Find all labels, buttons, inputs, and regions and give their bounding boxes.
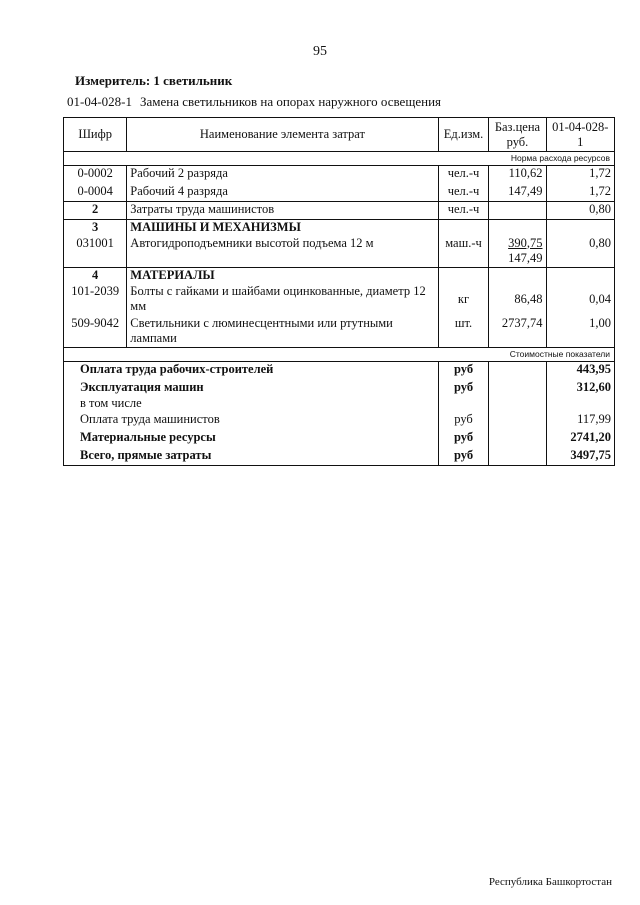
- heading-title: Замена светильников на опорах наружного освещения: [140, 94, 442, 109]
- total-row: [64, 396, 615, 412]
- heading-code: 01-04-028-1: [67, 94, 132, 109]
- row-norm: 1,00: [546, 316, 615, 348]
- total-name: в том числе: [64, 396, 439, 412]
- row-price: 110,62: [489, 166, 546, 184]
- table-header-row: [64, 118, 615, 152]
- total-name: Оплата труда рабочих-строителей: [64, 362, 439, 380]
- row-code: 0-0004: [64, 184, 127, 202]
- total-name: Всего, прямые затраты: [64, 448, 439, 466]
- table-row: [64, 166, 615, 184]
- page-number: 95: [313, 44, 327, 59]
- table-row: [64, 236, 615, 268]
- total-unit: руб: [438, 362, 489, 380]
- row-name: Рабочий 2 разряда: [127, 166, 438, 184]
- row-price: 147,49: [489, 184, 546, 202]
- header-name: Наименование элемента затрат: [127, 118, 438, 152]
- total-row: [64, 362, 615, 380]
- section-title: МАТЕРИАЛЫ: [127, 268, 438, 284]
- row-name: Болты с гайками и шайбами оцинкованные, диаметр 12 мм: [127, 284, 438, 316]
- row-name: Автогидроподъемники высотой подъема 12 м: [127, 236, 438, 268]
- total-name: Материальные ресурсы: [64, 430, 439, 448]
- row-price: [489, 202, 546, 220]
- header-norm: 01-04-028-1: [546, 118, 615, 152]
- row-unit: чел.-ч: [438, 166, 489, 184]
- row-norm: 0,80: [546, 202, 615, 220]
- total-value: 312,60: [546, 380, 615, 396]
- row-norm: 1,72: [546, 166, 615, 184]
- total-row: [64, 380, 615, 396]
- total-value: 2741,20: [546, 430, 615, 448]
- table-row: [64, 316, 615, 348]
- row-unit: маш.-ч: [438, 236, 489, 268]
- total-unit: руб: [438, 412, 489, 430]
- norm-band-row: [64, 152, 615, 166]
- total-value: 117,99: [546, 412, 615, 430]
- cost-table: [63, 117, 615, 466]
- row-name: Затраты труда машинистов: [127, 202, 438, 220]
- row-price: 390,75: [508, 235, 543, 250]
- section-row: [64, 268, 615, 284]
- row-norm: 1,72: [546, 184, 615, 202]
- measure-line: Измеритель: 1 светильник: [75, 73, 233, 88]
- total-value: 443,95: [546, 362, 615, 380]
- row-code: 2: [64, 202, 127, 220]
- row-code: 0-0002: [64, 166, 127, 184]
- total-name: Эксплуатация машин: [64, 380, 439, 396]
- footer-region: Республика Башкортостан: [488, 876, 612, 888]
- table-row: [64, 184, 615, 202]
- total-value: 3497,75: [546, 448, 615, 466]
- section-title: МАШИНЫ И МЕХАНИЗМЫ: [127, 220, 438, 236]
- row-norm: 0,80: [546, 236, 615, 268]
- header-code: Шифр: [64, 118, 127, 152]
- section-row: [64, 220, 615, 236]
- section-heading: [67, 94, 441, 110]
- row-code: 031001: [64, 236, 127, 268]
- header-price: Баз.цена руб.: [489, 118, 546, 152]
- total-unit: руб: [438, 448, 489, 466]
- section-number: 3: [64, 220, 127, 236]
- total-row: [64, 412, 615, 430]
- row-name: Светильники с люминесцентными или ртутными лампами: [127, 316, 438, 348]
- total-name: Оплата труда машинистов: [64, 412, 439, 430]
- header-unit: Ед.изм.: [438, 118, 489, 152]
- row-unit: кг: [438, 284, 489, 316]
- total-row: [64, 448, 615, 466]
- cost-band-row: [64, 348, 615, 362]
- table-row: [64, 284, 615, 316]
- row-code: 101-2039: [64, 284, 127, 316]
- row-unit: шт.: [438, 316, 489, 348]
- row-price: 86,48: [489, 284, 546, 316]
- row-code: 509-9042: [64, 316, 127, 348]
- cost-band: Стоимостные показатели: [64, 348, 615, 362]
- section-number: 4: [64, 268, 127, 284]
- row-price: 2737,74: [489, 316, 546, 348]
- row-name: Рабочий 4 разряда: [127, 184, 438, 202]
- row-price-machinist: 147,49: [508, 250, 543, 265]
- row-unit: чел.-ч: [438, 184, 489, 202]
- total-row: [64, 430, 615, 448]
- table-row: [64, 202, 615, 220]
- row-norm: 0,04: [546, 284, 615, 316]
- row-unit: чел.-ч: [438, 202, 489, 220]
- total-unit: руб: [438, 380, 489, 396]
- total-unit: руб: [438, 430, 489, 448]
- norm-band: Норма расхода ресурсов: [64, 152, 615, 166]
